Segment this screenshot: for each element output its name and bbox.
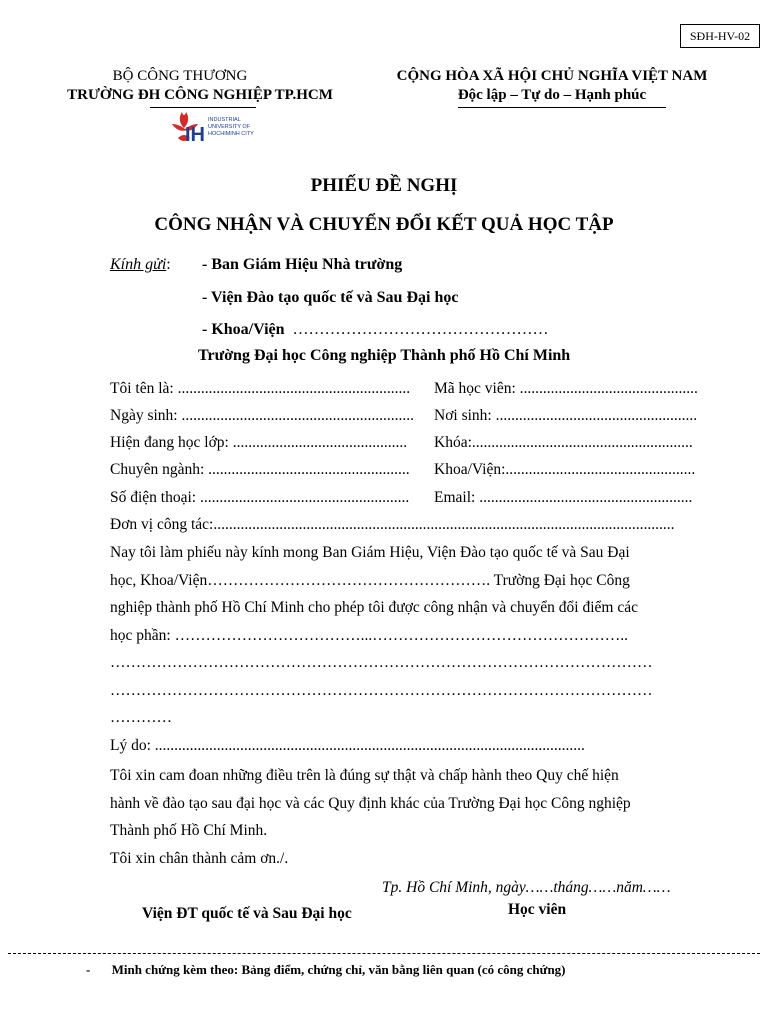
footnote-bullet: -: [86, 962, 91, 977]
field-birthplace[interactable]: Nơi sinh: ....................................................: [434, 407, 698, 424]
form-title: PHIẾU ĐỀ NGHỊ: [310, 175, 458, 196]
field-phone[interactable]: Số điện thoại: ......................................................: [110, 489, 410, 506]
footnote: [86, 962, 566, 978]
field-faculty[interactable]: Khoa/Viện:.................................................: [434, 461, 696, 478]
date-line[interactable]: Tp. Hồ Chí Minh, ngày……tháng……năm……: [382, 879, 671, 896]
logo-text-2: UNIVERSITY OF: [208, 124, 251, 130]
recipient-2: - Viện Đào tạo quốc tế và Sau Đại học: [202, 289, 459, 306]
commit-line-1: Tôi xin cam đoan những điều trên là đúng sự thật và chấp hành theo Quy chế hiện: [110, 767, 619, 784]
document-code: SĐH-HV-02: [680, 24, 760, 48]
recipient-1: - Ban Giám Hiệu Nhà trường: [202, 256, 403, 273]
logo-text-3: HOCHIMINH CITY: [208, 131, 254, 137]
signature-institute: Viện ĐT quốc tế và Sau Đại học: [142, 905, 352, 922]
recipient-3: - Khoa/Viện …………………………………………: [202, 321, 549, 338]
form-subtitle: CÔNG NHẬN VÀ CHUYỂN ĐỔI KẾT QUẢ HỌC TẬP: [154, 214, 614, 235]
request-line-7[interactable]: …………: [110, 709, 172, 726]
request-paragraph: [110, 539, 694, 732]
footnote-text: Minh chứng kèm theo: Bảng điểm, chứng chỉ, văn bằng liên quan (có công chứng): [111, 962, 566, 977]
request-line-1: Nay tôi làm phiếu này kính mong Ban Giám Hiệu, Viện Đào tạo quốc tế và Sau Đại: [110, 544, 630, 561]
ministry-name: BỘ CÔNG THƯƠNG: [112, 68, 248, 84]
recipient-4: Trường Đại học Công nghiệp Thành phố Hồ Chí Minh: [198, 347, 571, 364]
university-logo: [168, 108, 268, 148]
motto-underline: [458, 107, 666, 108]
field-reason[interactable]: Lý do: ...............................................................................................................: [110, 737, 585, 754]
thanks-text: Tôi xin chân thành cảm ơn./.: [110, 850, 289, 867]
request-line-4[interactable]: học phần: ………………………………...…………………………………………..: [110, 626, 628, 644]
request-line-3: nghiệp thành phố Hồ Chí Minh cho phép tôi được công nhận và chuyển đổi điểm các: [110, 599, 638, 616]
field-birthdate[interactable]: Ngày sinh: ............................................................: [110, 407, 414, 424]
field-email[interactable]: Email: .......................................................: [434, 489, 693, 506]
field-cohort[interactable]: Khóa:.........................................................: [434, 434, 693, 451]
commit-line-2: hành về đào tạo sau đại học và các Quy định khác của Trường Đại học Công nghiệp: [110, 794, 631, 812]
svg-text:IH: IH: [185, 124, 205, 146]
signature-student: Học viên: [508, 901, 567, 918]
commitment-paragraph: [110, 762, 694, 845]
logo-text-1: INDUSTRIAL: [208, 117, 241, 123]
field-student-id[interactable]: Mã học viên: ..............................................: [434, 380, 698, 397]
field-class[interactable]: Hiện đang học lớp: .............................................: [110, 434, 408, 451]
field-workplace[interactable]: Đơn vị công tác:.......................................................................................................................: [110, 516, 675, 533]
cut-line: [8, 953, 760, 954]
request-line-5[interactable]: ……………………………………………………………………………………………: [110, 654, 653, 671]
field-major[interactable]: Chuyên ngành: ....................................................: [110, 461, 410, 478]
school-name: TRƯỜNG ĐH CÔNG NGHIỆP TP.HCM: [67, 87, 333, 103]
request-line-6[interactable]: ……………………………………………………………………………………………: [110, 681, 653, 699]
commit-line-3: Thành phố Hồ Chí Minh.: [110, 822, 268, 839]
country-name: CỘNG HÒA XÃ HỘI CHỦ NGHĨA VIỆT NAM: [396, 68, 708, 84]
motto: Độc lập – Tự do – Hạnh phúc: [457, 87, 647, 103]
field-fullname[interactable]: Tôi tên là: ............................................................: [110, 380, 411, 397]
request-line-2[interactable]: học, Khoa/Viện………………………………………………. Trường Đại học Công: [110, 571, 630, 589]
recipients-label: Kính gửi:: [110, 256, 171, 273]
